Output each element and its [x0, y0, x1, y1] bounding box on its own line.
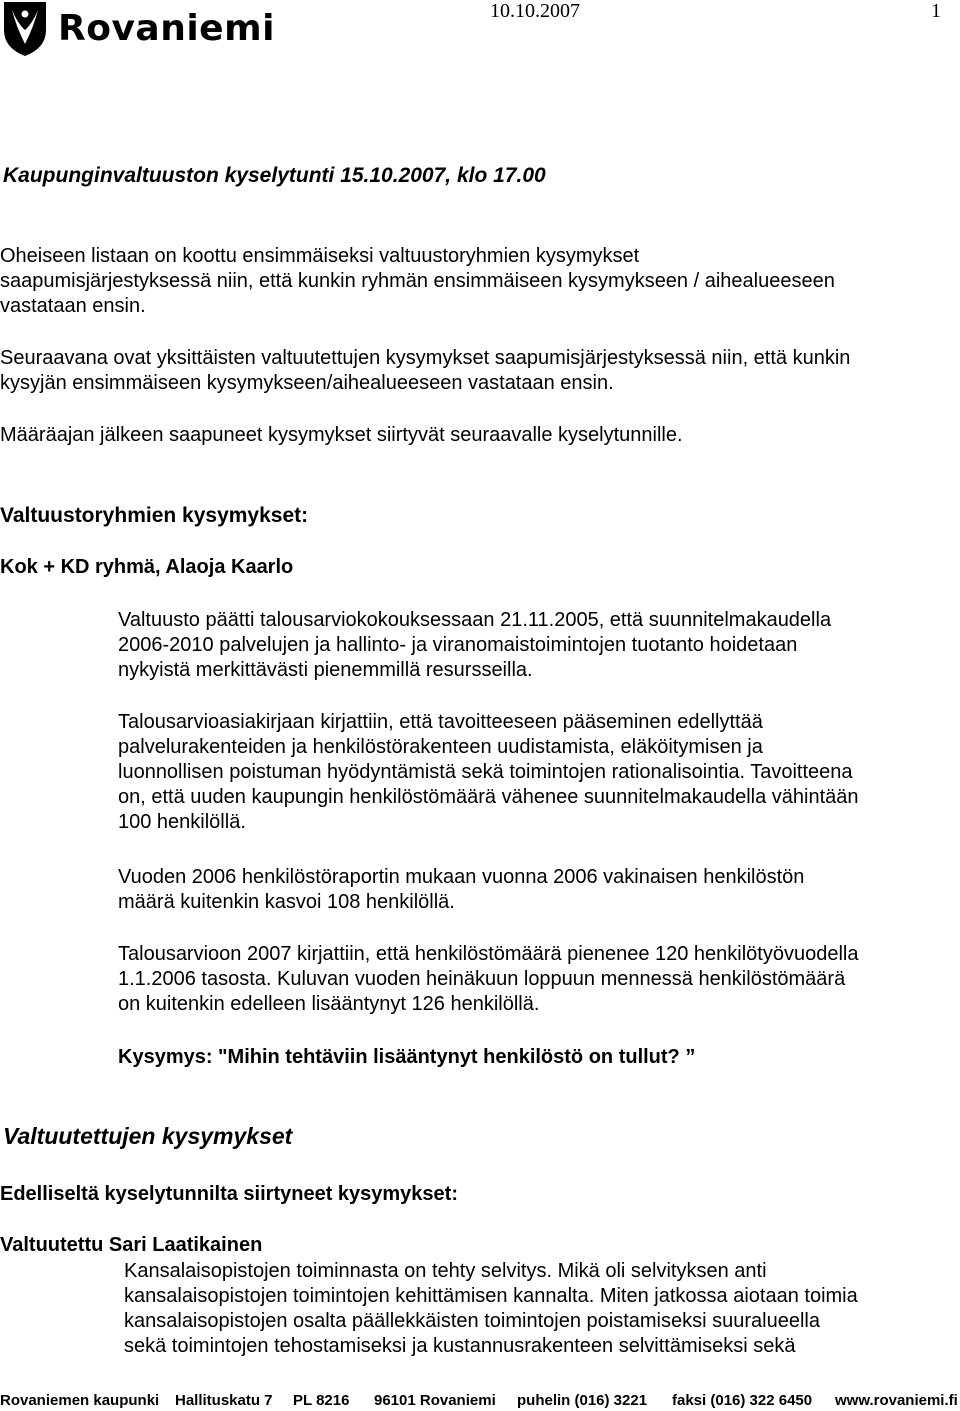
text-line: Talousarvioon 2007 kirjattiin, että henkilöstömäärä pienenee 120 henkilötyövuodella	[118, 943, 859, 965]
text-line: sekä toimintojen tehostamiseksi ja kustannusrakenteen selvittämiseksi sekä	[124, 1335, 796, 1357]
groups-heading: Valtuustoryhmien kysymykset:	[0, 504, 309, 527]
text-line: Seuraavana ovat yksittäisten valtuutettujen kysymykset saapumisjärjestyksessä niin, että kunkin	[0, 347, 851, 369]
group-paragraph-2	[118, 710, 859, 835]
member-name: Valtuutettu Sari Laatikainen	[0, 1234, 263, 1256]
text-line: Vuoden 2006 henkilöstöraportin mukaan vuonna 2006 vakinaisen henkilöstön	[118, 866, 805, 888]
group-name: Kok + KD ryhmä, Alaoja Kaarlo	[0, 556, 294, 578]
city-emblem-icon	[0, 0, 50, 58]
text-line: on, että uuden kaupungin henkilöstömäärä vähenee suunnitelmakaudella vähintään	[118, 786, 859, 808]
intro-paragraph-2	[0, 346, 850, 396]
text-line: on kuitenkin edelleen lisääntynyt 126 henkilöllä.	[118, 993, 540, 1015]
text-line: Oheiseen listaan on koottu ensimmäiseksi valtuustoryhmien kysymykset	[0, 245, 640, 267]
text-line: saapumisjärjestyksessä niin, että kunkin ryhmän ensimmäiseen kysymykseen / aihealueeseen	[0, 270, 835, 292]
text-line: Talousarvioasiakirjaan kirjattiin, että tavoitteeseen pääseminen edellyttää	[118, 711, 763, 733]
council-heading: Valtuutettujen kysymykset	[3, 1123, 293, 1149]
text-line: 100 henkilöllä.	[118, 811, 246, 833]
footer-org: Rovaniemen kaupunki	[0, 1392, 160, 1409]
text-line: kansalaisopistojen toimintojen kehittämisen kannalta. Miten jatkossa aiotaan toimia	[124, 1285, 858, 1307]
footer-phone: puhelin (016) 3221	[517, 1392, 648, 1409]
footer-pobox: PL 8216	[293, 1392, 350, 1409]
group-paragraph-4	[118, 942, 859, 1017]
text-line: palvelurakenteiden ja henkilöstörakenteen uudistamista, eläköitymisen ja	[118, 736, 763, 758]
text-line: luonnollisen poistuman hyödyntämistä sekä toimintojen rationalisointia. Tavoitteena	[118, 761, 853, 783]
transferred-heading: Edelliseltä kyselytunnilta siirtyneet kysymykset:	[0, 1183, 458, 1205]
page-title: Kaupunginvaltuuston kyselytunti 15.10.2007, klo 17.00	[3, 164, 546, 187]
logo-wordmark: Rovaniemi	[58, 8, 275, 49]
text-line: nykyistä merkittävästi pienemmillä resursseilla.	[118, 659, 533, 681]
member-question	[124, 1259, 858, 1359]
group-question: Kysymys: "Mihin tehtäviin lisääntynyt henkilöstö on tullut? ”	[118, 1046, 696, 1068]
intro-paragraph-3: Määräajan jälkeen saapuneet kysymykset siirtyvät seuraavalle kyselytunnille.	[0, 424, 683, 446]
text-line: 2006-2010 palvelujen ja hallinto- ja viranomaistoimintojen tuotanto hoidetaan	[118, 634, 798, 656]
page-number: 1	[931, 0, 941, 22]
header-date: 10.10.2007	[490, 0, 580, 22]
page-footer	[0, 1390, 960, 1411]
text-line: määrä kuitenkin kasvoi 108 henkilöllä.	[118, 891, 455, 913]
text-line: Valtuusto päätti talousarviokokouksessaan 21.11.2005, että suunnitelmakaudella	[118, 609, 832, 631]
group-paragraph-1	[118, 608, 831, 683]
footer-postal: 96101 Rovaniemi	[374, 1392, 496, 1409]
footer-website-link[interactable]: www.rovaniemi.fi	[835, 1392, 958, 1409]
text-line: vastataan ensin.	[0, 295, 146, 317]
intro-paragraph-1	[0, 244, 835, 319]
text-line: 1.1.2006 tasosta. Kuluvan vuoden heinäkuun loppuun mennessä henkilöstömäärä	[118, 968, 846, 990]
text-line: kansalaisopistojen osalta päällekkäisten toimintojen poistamiseksi suuralueella	[124, 1310, 820, 1332]
city-logo	[0, 0, 275, 58]
footer-street: Hallituskatu 7	[175, 1392, 273, 1409]
text-line: kysyjän ensimmäiseen kysymykseen/aihealueeseen vastataan ensin.	[0, 372, 614, 394]
text-line: Kansalaisopistojen toiminnasta on tehty selvitys. Mikä oli selvityksen anti	[124, 1260, 767, 1282]
group-paragraph-3	[118, 865, 804, 915]
footer-fax: faksi (016) 322 6450	[672, 1392, 813, 1409]
